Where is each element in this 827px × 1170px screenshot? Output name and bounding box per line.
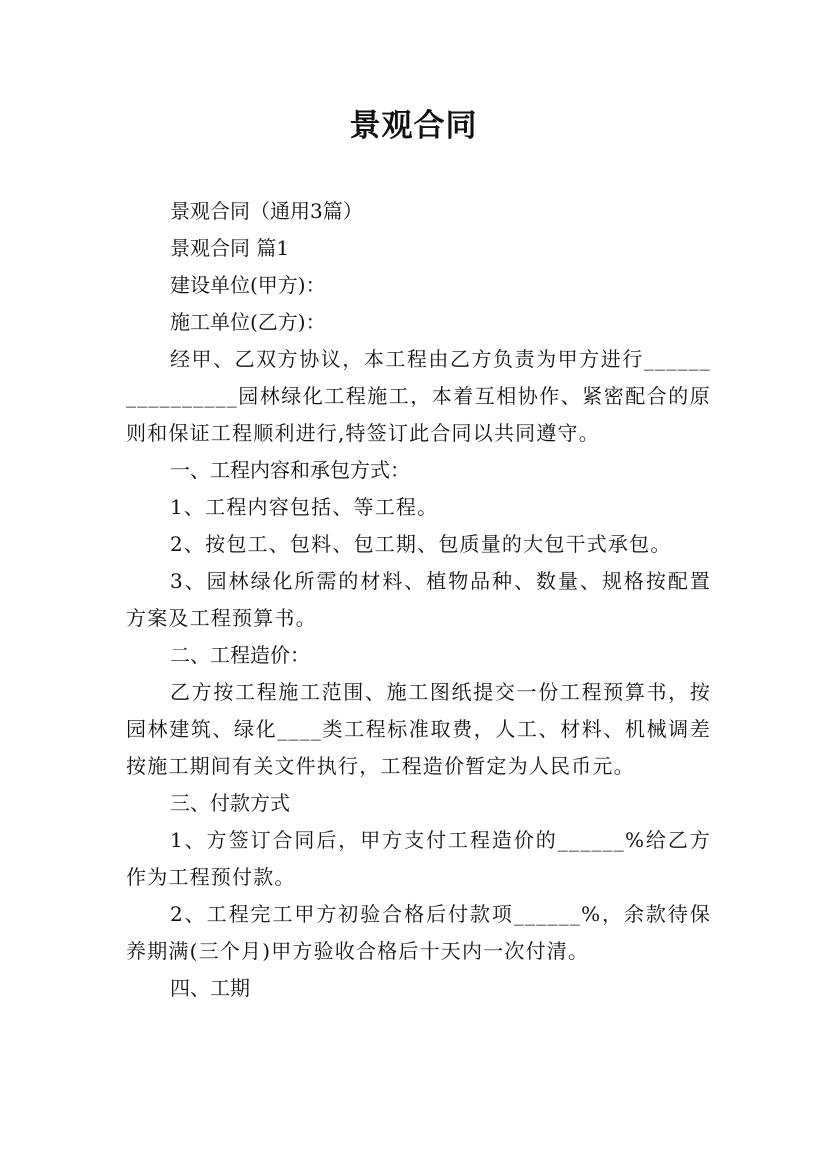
paragraph-scope-1: 1、工程内容包括、等工程。 (170, 495, 439, 519)
paragraph-preamble: 经甲、乙双方协议，本工程由乙方负责为甲方进行________________园林绿化工程施工，本着互相协作、紧密配合的原则和保证工程顺利进行,特签订此合同以共同遵守。 (126, 347, 711, 445)
paragraph-heading-payment: 三、付款方式 (170, 791, 290, 815)
paragraph-payment-1: 1、方签订合同后，甲方支付工程造价的______%给乙方作为工程预付款。 (126, 828, 711, 889)
paragraph-heading-schedule: 四、工期 (170, 976, 250, 1000)
paragraph-heading-cost: 二、工程造价： (170, 643, 310, 667)
paragraph-scope-3: 3、园林绿化所需的材料、植物品种、数量、规格按配置方案及工程预算书。 (126, 569, 711, 630)
paragraph-cost: 乙方按工程施工范围、施工图纸提交一份工程预算书，按园林建筑、绿化____类工程标准取费，人工、材料、机械调差按施工期间有关文件执行，工程造价暂定为人民币元。 (126, 680, 711, 778)
paragraph-scope-2: 2、按包工、包料、包工期、包质量的大包干式承包。 (170, 532, 672, 556)
paragraph-payment-2: 2、工程完工甲方初验合格后付款项______%，余款待保养期满(三个月)甲方验收合格后十天内一次付清。 (126, 902, 711, 963)
paragraph-section-heading: 景观合同 篇1 (170, 236, 290, 260)
paragraph-party-b: 施工单位(乙方)： (170, 310, 326, 334)
document-body (126, 193, 711, 1007)
paragraph-party-a: 建设单位(甲方)： (170, 273, 326, 297)
paragraph-subtitle: 景观合同（通用3篇） (170, 199, 363, 223)
paragraph-heading-scope: 一、工程内容和承包方式： (170, 458, 410, 482)
document-title: 景观合同 (349, 108, 478, 144)
